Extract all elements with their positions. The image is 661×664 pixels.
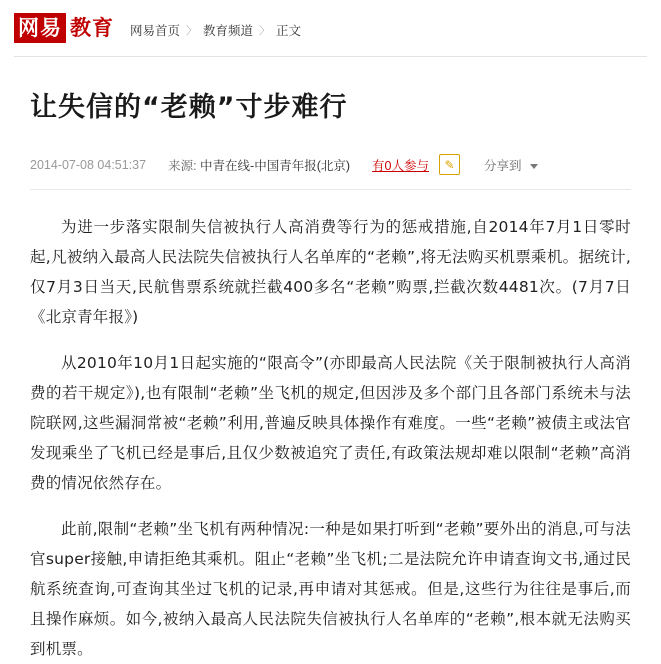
logo-channel-text: 教育 [70, 16, 114, 40]
publish-date: 2014-07-08 04:51:37 [30, 157, 147, 172]
paragraph: 从2010年10月1日起实施的“限高令”(亦即最高人民法院《关于限制被执行人高消费的若干规定》),也有限制“老赖”坐飞机的规定,但因涉及多个部门且各部门系统未与法院联网,这些漏洞常被“老赖”利用,普遍反映具体操作有难度。一些“老赖”被债主或法官发现乘坐了飞机已经是事后,且仅少数被追究了责任,有政策法规却难以限制“老赖”高消费的情况依然存在。 [30, 353, 631, 492]
chevron-down-icon [530, 164, 538, 169]
article-source [168, 156, 350, 174]
share-button[interactable] [484, 156, 538, 174]
site-logo[interactable] [14, 13, 114, 43]
breadcrumb [130, 17, 301, 39]
breadcrumb-separator-icon: 〉 [259, 25, 271, 37]
page-title: 让失信的“老赖”寸步难行 [30, 92, 348, 123]
source-label: 来源: [168, 158, 197, 173]
logo-netease-text: 网易 [14, 13, 66, 43]
paragraph: 为进一步落实限制失信被执行人高消费等行为的惩戒措施,自2014年7月1日零时起,凡被纳入最高人民法院失信被执行人名单库的“老赖”,将无法购买机票乘机。据统计,仅7月3日当天,民航售票系统就拦截400多名“老赖”购票,拦截次数4481次。(7月7日《北京青年报》) [30, 217, 631, 326]
paragraph: 此前,限制“老赖”坐飞机有两种情况:一种是如果打听到“老赖”要外出的消息,可与法官super接触,申请拒绝其乘机。阻止“老赖”坐飞机;二是法院允许申请查询文书,通过民航系统查询,可查询其坐过飞机的记录,再申请对其惩戒。但是,这些行为往往是事后,而且操作麻烦。如今,被纳入最高人民法院失信被执行人名单库的“老赖”,根本就无法购买到机票。 [30, 519, 631, 658]
meta-divider [30, 189, 631, 190]
pen-icon[interactable]: ✎ [439, 154, 460, 175]
source-name: 中青在线-中国青年报(北京) [200, 158, 351, 173]
breadcrumb-item-channel[interactable]: 教育频道 [203, 24, 254, 38]
breadcrumb-item-home[interactable]: 网易首页 [130, 24, 181, 38]
share-label: 分享到 [484, 158, 522, 173]
article-body-container [0, 91, 661, 664]
breadcrumb-separator-icon: 〉 [186, 25, 198, 37]
article-text [30, 212, 631, 664]
breadcrumb-item-current[interactable]: 正文 [276, 24, 302, 38]
join-discussion-link[interactable]: 有0人参与 [372, 158, 429, 173]
site-header [0, 0, 661, 56]
article-meta [30, 155, 639, 175]
header-divider [14, 56, 647, 57]
